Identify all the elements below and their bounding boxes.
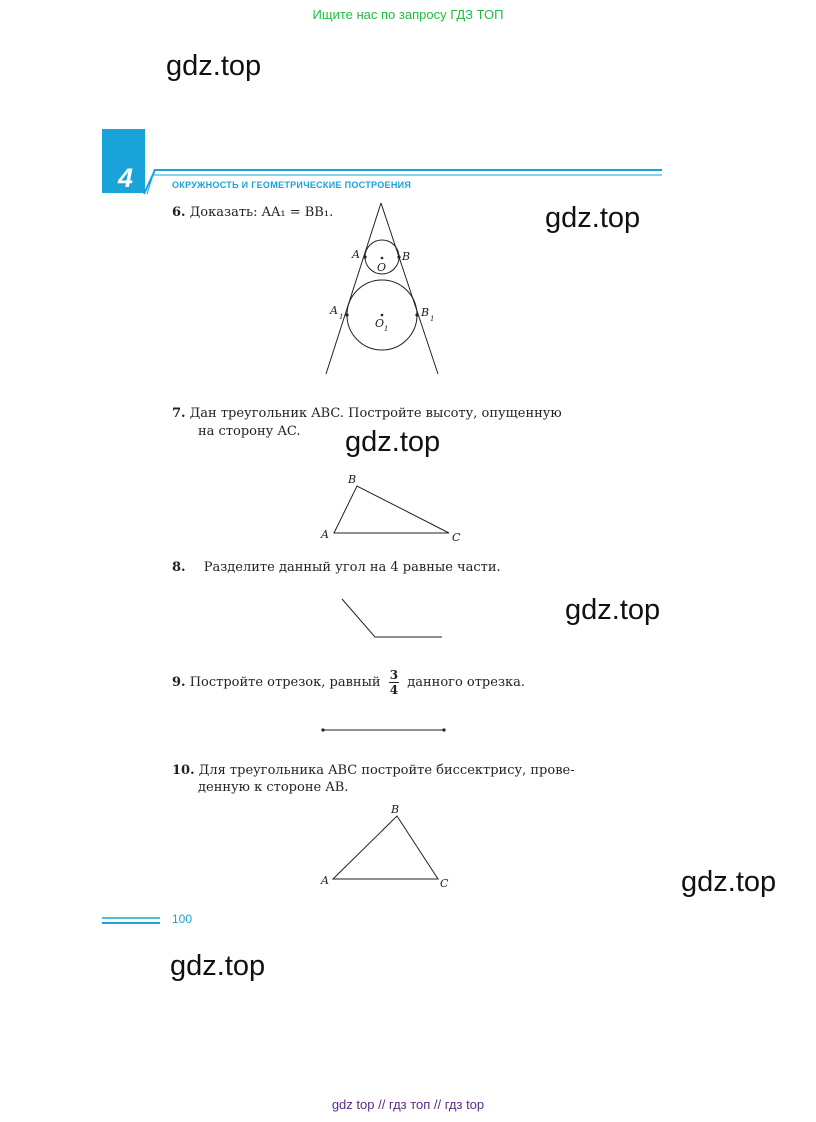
task-number: 6. [172,205,186,220]
label-A: A [321,874,329,887]
watermark: gdz.top [345,426,441,458]
chapter-number: 4 [118,163,134,193]
figure-6 [320,198,450,380]
label-A1: A [330,304,338,317]
triangle-abc [333,816,438,879]
task-7-line2: на сторону AC. [198,424,301,439]
label-A: A [352,248,360,261]
task-text: Постройте отрезок, равный [189,675,381,690]
label-A1-sub: 1 [339,313,344,321]
task-6 [172,204,333,221]
triangle-abc [334,486,449,533]
watermark: gdz.top [565,594,661,626]
page-rule [100,915,162,927]
label-C: C [452,531,461,544]
figure-7 [318,470,468,546]
task-number: 7. [172,406,186,421]
watermark: gdz.top [545,202,641,234]
task-number: 8. [172,560,186,575]
fraction [389,668,399,697]
task-10 [172,762,613,779]
label-B1-sub: 1 [430,315,435,323]
search-banner[interactable]: Ищите нас по запросу ГДЗ ТОП [312,7,504,22]
task-10-line2: денную к стороне AB. [198,780,349,795]
watermark: gdz.top [166,50,262,82]
task-number: 9. [172,675,186,690]
fraction-numerator: 3 [389,668,399,682]
task-text-line1: Дан треугольник ABC. Постройте высоту, опущенную [189,406,562,421]
label-O1: O [375,317,385,330]
chapter-title: ОКРУЖНОСТЬ И ГЕОМЕТРИЧЕСКИЕ ПОСТРОЕНИЯ [172,180,412,190]
task-text-end: данного отрезка. [407,675,526,690]
task-text: Разделите данный угол на 4 равные части. [203,560,501,575]
task-7 [172,405,613,422]
label-B: B [348,473,357,486]
page-number: 100 [172,912,193,926]
label-B: B [402,250,411,263]
figure-9 [318,724,450,736]
watermark: gdz.top [170,950,266,982]
watermark: gdz.top [681,866,777,898]
tangent-line-right [381,203,438,374]
label-B: B [391,803,400,816]
label-B1: B [421,306,430,319]
task-text: Доказать: AA₁ = BB₁. [189,205,334,220]
figure-8 [338,594,448,644]
task-text-line1: Для треугольника ABC постройте биссектрису, прове- [198,763,575,778]
label-A: A [321,528,329,541]
fraction-denominator: 4 [389,683,399,697]
task-9 [172,666,525,700]
angle [342,599,442,637]
task-number: 10. [172,763,195,778]
footer-links[interactable]: gdz top // гдз топ // гдз top [331,1097,485,1112]
figure-10 [318,800,458,892]
label-C: C [440,877,449,890]
task-8 [172,559,501,576]
label-O1-sub: 1 [384,325,389,333]
label-O: O [377,261,387,274]
